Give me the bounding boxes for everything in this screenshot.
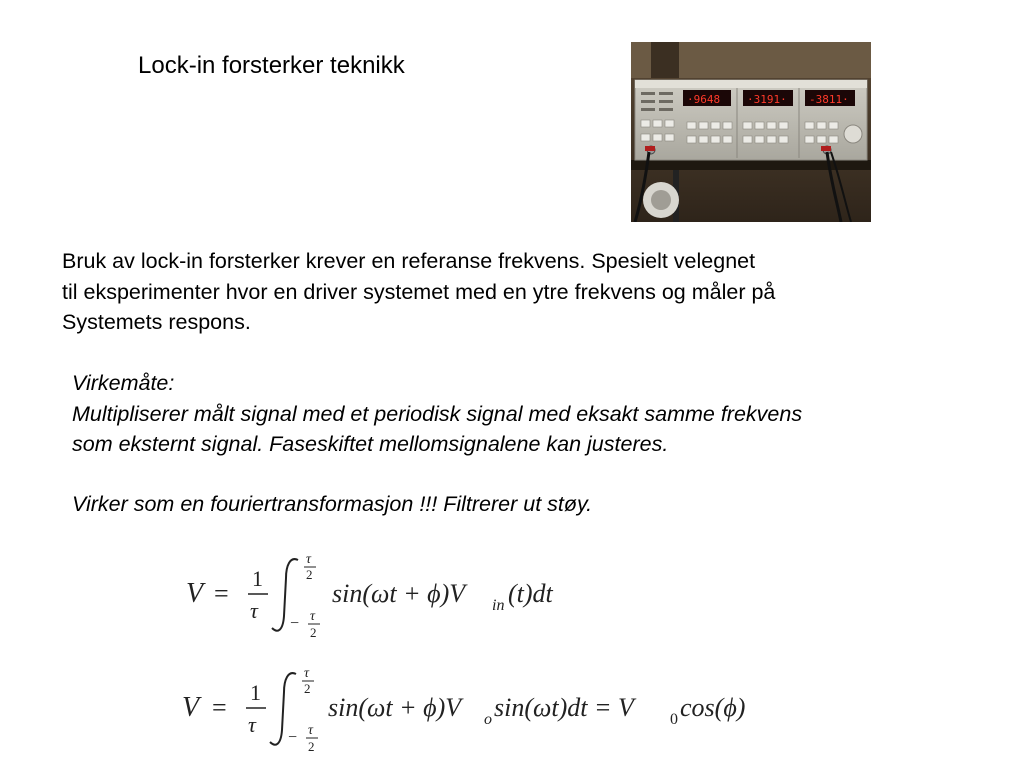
eq1-integrand-b: (t)dt — [508, 579, 553, 608]
eq2-frac-num: 1 — [250, 680, 261, 705]
eq1-lhs: V — [186, 578, 204, 609]
display-2: ·3191· — [747, 93, 787, 106]
eq2-result-b: cos(ϕ) — [680, 693, 746, 722]
eq2-upper-den: 2 — [304, 681, 311, 696]
eq1-integrand-a: sin(ωt + ϕ)V — [332, 579, 466, 608]
eq2-integrand-sub: o — [484, 711, 492, 728]
eq1-integrand-sub: in — [492, 597, 505, 614]
eq1-upper: τ — [306, 552, 312, 567]
eq1-lower-sign: − — [290, 615, 300, 632]
eq2-integrand-b: sin(ωt)dt = V — [494, 693, 634, 722]
eq2-result-sub: 0 — [670, 711, 678, 728]
eq1-frac-num: 1 — [252, 566, 263, 591]
eq2-lower-num: τ — [308, 723, 314, 738]
eq2-integrand-a: sin(ωt + ϕ)V — [328, 693, 462, 722]
equation-1 — [186, 548, 586, 643]
eq2-equals: = — [212, 693, 227, 722]
eq2-lower-sign: − — [288, 729, 298, 746]
virkemate-paragraph: Virkemåte: Multipliserer målt signal med et periodisk signal med eksakt samme frekvens som eksternt signal. Faseskiftet mellomsignalene kan justeres. — [72, 371, 803, 456]
eq1-upper-den: 2 — [306, 567, 313, 582]
eq1-equals: = — [214, 579, 229, 608]
slide-title: Lock-in forsterker teknikk — [138, 52, 405, 79]
eq2-upper: τ — [304, 666, 310, 681]
eq1-frac-den: τ — [250, 598, 258, 623]
eq2-lhs: V — [182, 692, 200, 723]
lock-in-amplifier-photo — [631, 42, 871, 222]
intro-paragraph: Bruk av lock-in forsterker krever en referanse frekvens. Spesielt velegnet til eksperimenter hvor en driver systemet med en ytre frekvens og måler på Systemets respons. — [62, 249, 776, 334]
equation-2 — [182, 662, 782, 757]
display-1: ·9648 — [687, 93, 721, 106]
eq2-frac-den: τ — [248, 712, 256, 737]
eq2-lower-den: 2 — [308, 739, 315, 754]
fourier-paragraph: Virker som en fouriertransformasjon !!! Filtrerer ut støy. — [72, 492, 593, 516]
eq1-lower-den: 2 — [310, 625, 317, 640]
eq1-lower-num: τ — [310, 609, 316, 624]
display-3: -3811· — [809, 93, 849, 106]
